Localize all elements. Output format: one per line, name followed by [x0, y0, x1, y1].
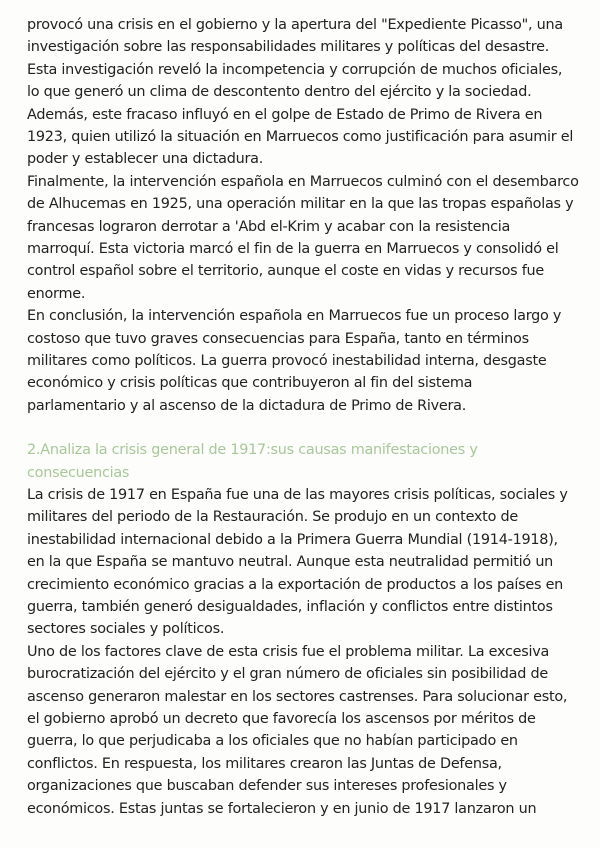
text-line: enorme.: [27, 285, 86, 302]
text-line: guerra, también generó desigualdades, inflación y conflictos entre distintos: [27, 599, 553, 615]
text-line: Esta investigación reveló la incompetencia y corrupción de muchos oficiales,: [27, 61, 563, 78]
text-line: Uno de los factores clave de esta crisis fue el problema militar. La excesiva: [27, 643, 550, 660]
heading-line: consecuencias: [27, 464, 130, 481]
text-line: militares del periodo de la Restauración. Se produjo en un contexto de: [27, 509, 518, 526]
text-line: parlamentario y al ascenso de la dictadura de Primo de Rivera.: [27, 397, 467, 414]
text-line: sectores sociales y políticos.: [27, 621, 225, 638]
text-line: Finalmente, la intervención española en Marruecos culminó con el desembarco: [27, 173, 579, 190]
text-line: burocratización del ejército y el gran número de oficiales sin posibilidad de: [27, 666, 548, 683]
text-line: lo que generó un clima de descontento dentro del ejército y la sociedad.: [27, 84, 532, 101]
text-line: el gobierno aprobó un decreto que favorecía los ascensos por méritos de: [27, 711, 536, 727]
text-line: en la que España se mantuvo neutral. Aunque esta neutralidad permitió un: [27, 554, 554, 571]
text-line: ascenso generaron malestar en los sectores castrenses. Para solucionar esto,: [27, 688, 568, 705]
text-line: organizaciones que buscaban defender sus intereses profesionales y: [27, 778, 507, 795]
text-line: crecimiento económico gracias a la exportación de productos a los países en: [27, 576, 564, 593]
text-line: investigación sobre las responsabilidades militares y políticas del desastre.: [27, 39, 550, 56]
heading-line: 2.Analiza la crisis general de 1917:sus causas manifestaciones y: [27, 442, 478, 459]
text-line: 1923, quien utilizó la situación en Marruecos como justificación para asumir el: [27, 129, 574, 145]
text-line: marroquí. Esta victoria marcó el fin de la guerra en Marruecos y consolidó el: [27, 241, 559, 257]
text-line: provocó una crisis en el gobierno y la apertura del "Expediente Picasso", una: [27, 17, 563, 33]
text-line: francesas lograron derrotar a 'Abd el-Krim y acabar con la resistencia: [27, 218, 511, 235]
text-line: La crisis de 1917 en España fue una de las mayores crisis políticas, sociales y: [27, 487, 568, 503]
text-line: En conclusión, la intervención española en Marruecos fue un proceso largo y: [27, 308, 562, 325]
text-line: Además, este fracaso influyó en el golpe de Estado de Primo de Rivera en: [27, 106, 543, 123]
text-line: económico y crisis políticas que contribuyeron al fin del sistema: [27, 375, 473, 392]
text-line: costoso que tuvo graves consecuencias para España, tanto en términos: [27, 330, 529, 347]
text-line: económicos. Estas juntas se fortalecieron y en junio de 1917 lanzaron un: [27, 800, 537, 817]
text-line: control español sobre el territorio, aunque el coste en vidas y recursos fue: [27, 263, 544, 280]
text-line: poder y establecer una dictadura.: [27, 151, 264, 168]
text-line: conflictos. En respuesta, los militares crearon las Juntas de Defensa,: [27, 755, 502, 772]
text-line: guerra, lo que perjudicaba a los oficiales que no habían participado en: [27, 733, 518, 750]
text-line: militares como políticos. La guerra provocó inestabilidad interna, desgaste: [27, 353, 547, 369]
text-line: de Alhucemas en 1925, una operación militar en la que las tropas españolas y: [27, 196, 574, 213]
text-line: inestabilidad internacional debido a la Primera Guerra Mundial (1914-1918),: [27, 531, 558, 548]
